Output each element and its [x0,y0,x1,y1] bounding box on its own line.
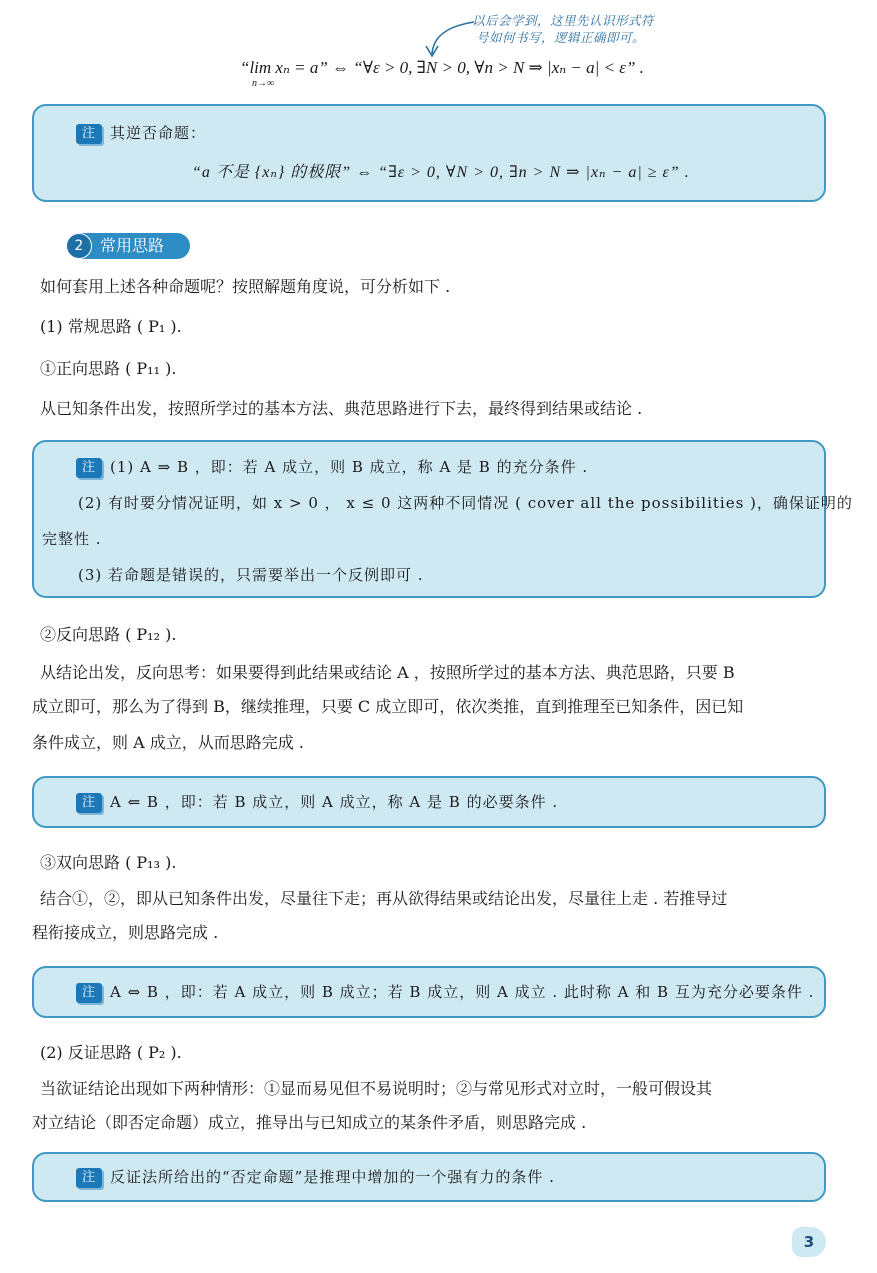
heading-p2: (2) 反证思路 ( P₂ ). [40,1043,182,1062]
heading-p1: (1) 常规思路 ( P₁ ). [40,317,182,336]
limit-formula-text: “lim xₙ = a” ⇔ “∀ε > 0, ∃N > 0, ∀n > N ⇒ |xₙ − a| < ε” . [240,58,644,77]
note-badge-icon: 注 [76,793,102,813]
note-box-necessary [32,776,826,828]
limit-definition-formula [240,58,644,89]
note-title-row [76,122,206,144]
note-box-contrapositive [32,104,826,202]
p2-line-1: 当欲证结论出现如下两种情形：①显而易见但不易说明时；②与常见形式对立时，一般可假设其 [40,1079,713,1098]
section-label: 常用思路 [100,236,165,255]
note4-text: A ⇔ B ，即：若 A 成立，则 B 成立；若 B 成立，则 A 成立 . 此时称 A 和 B 互为充分必要条件 . [110,983,815,1001]
handnote-line-2: 号如何书写，逻辑正确即可。 [476,30,646,45]
note5-text: 反证法所给出的“否定命题”是推理中增加的一个强有力的条件 . [110,1168,555,1186]
note5-row [76,1166,555,1188]
note-box-sufficient [32,440,853,598]
p13-line-2: 程衔接成立，则思路完成 . [32,923,219,942]
note-box-contradiction [32,1152,826,1202]
note2-line-2: (2) 有时要分情况证明，如 x > 0 ， x ≤ 0 这两种不同情况 ( cover all the possibilities )，确保证明的 [78,494,853,512]
contrapositive-formula: “a 不是 {xₙ} 的极限” ⇔ “∃ε > 0, ∀N > 0, ∃n > N ⇒ |xₙ − a| ≥ ε” . [192,164,690,181]
note4-row [76,981,814,1003]
note3-row [76,791,558,813]
note-box-equivalence [32,966,826,1018]
note2-line-1 [76,456,588,478]
p12-line-2: 成立即可，那么为了得到 B，继续推理，只要 C 成立即可，依次类推，直到推理至已知条件，因已知 [32,697,744,716]
section-heading [66,233,190,259]
p2-line-2: 对立结论（即否定命题）成立，推导出与已知成立的某条件矛盾，则思路完成 . [32,1113,587,1132]
p11-paragraph: 从已知条件出发，按照所学过的基本方法、典范思路进行下去，最终得到结果或结论 . [40,399,643,418]
note2-line1-text: (1) A ⇒ B ，即：若 A 成立，则 B 成立，称 A 是 B 的充分条件 . [110,458,589,476]
p13-line-1: 结合①，②，即从已知条件出发，尽量往下走；再从欲得结果或结论出发，尽量往上走 . 若推导过 [40,889,728,908]
intro-paragraph: 如何套用上述各种命题呢？按照解题角度说，可分析如下 . [40,277,451,296]
note3-text: A ⇐ B ，即：若 B 成立，则 A 成立，称 A 是 B 的必要条件 . [110,793,559,811]
p12-line-1: 从结论出发，反向思考：如果要得到此结果或结论 A ，按照所学过的基本方法、典范思路，只要 B [40,663,735,682]
handwritten-arrow-icon [418,14,478,58]
section-number: 2 [66,233,92,259]
page-number: 3 [792,1227,826,1257]
note2-line-2b: 完整性 . [42,530,102,548]
p12-line-3: 条件成立，则 A 成立，从而思路完成 . [32,733,304,752]
heading-p11: ①正向思路 ( P₁₁ ). [40,359,177,378]
note-badge-icon: 注 [76,124,102,144]
heading-p12: ②反向思路 ( P₁₂ ). [40,625,177,644]
limit-subscript: n→∞ [252,78,275,89]
note2-line-3: (3) 若命题是错误的，只需要举出一个反例即可 . [78,566,424,584]
note-badge-icon: 注 [76,1168,102,1188]
heading-p13: ③双向思路 ( P₁₃ ). [40,853,177,872]
handwritten-annotation [472,12,692,46]
note-title: 其逆否命题： [110,124,207,142]
note-badge-icon: 注 [76,458,102,478]
note-badge-icon: 注 [76,983,102,1003]
handnote-line-1: 以后会学到，这里先认识形式符 [472,13,655,28]
